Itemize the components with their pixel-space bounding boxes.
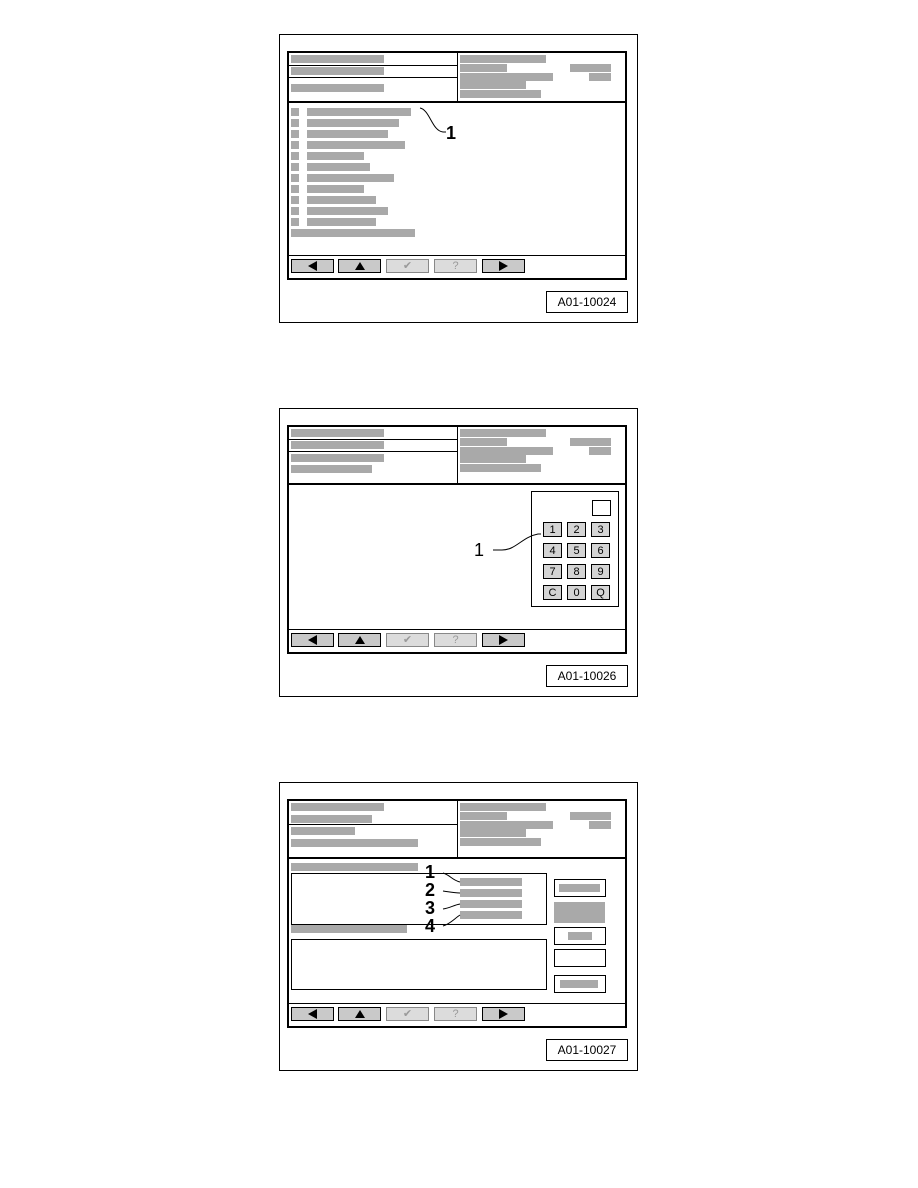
figure-code: A01-10026 [546, 665, 628, 687]
callout-label: 4 [425, 916, 436, 936]
help-icon: ? [452, 633, 459, 646]
figure-code: A01-10027 [546, 1039, 628, 1061]
key-6[interactable]: 6 [591, 543, 610, 558]
callout-leader-line [280, 409, 639, 698]
figure-keypad-screen [279, 408, 638, 697]
checkmark-icon: ✔ [402, 259, 413, 272]
key-clear[interactable]: C [543, 585, 562, 600]
callout-label: 1 [425, 862, 436, 882]
figure-menu-screen [279, 34, 638, 323]
checkmark-icon: ✔ [402, 633, 413, 646]
key-5[interactable]: 5 [567, 543, 586, 558]
key-0[interactable]: 0 [567, 585, 586, 600]
key-3[interactable]: 3 [591, 522, 610, 537]
callout-leader-line [280, 35, 639, 324]
key-8[interactable]: 8 [567, 564, 586, 579]
key-4[interactable]: 4 [543, 543, 562, 558]
checkmark-icon: ✔ [402, 1007, 413, 1020]
key-1[interactable]: 1 [543, 522, 562, 537]
help-icon: ? [452, 259, 459, 272]
key-7[interactable]: 7 [543, 564, 562, 579]
key-quit[interactable]: Q [591, 585, 610, 600]
figure-selection-screen [279, 782, 638, 1071]
callout-label: 3 [425, 898, 436, 918]
callout-leader-lines [280, 783, 639, 1072]
help-icon: ? [452, 1007, 459, 1020]
figure-code: A01-10024 [546, 291, 628, 313]
key-9[interactable]: 9 [591, 564, 610, 579]
callout-label: 1 [446, 123, 457, 143]
callout-label: 2 [425, 880, 436, 900]
callout-label: 1 [474, 540, 485, 560]
key-2[interactable]: 2 [567, 522, 586, 537]
